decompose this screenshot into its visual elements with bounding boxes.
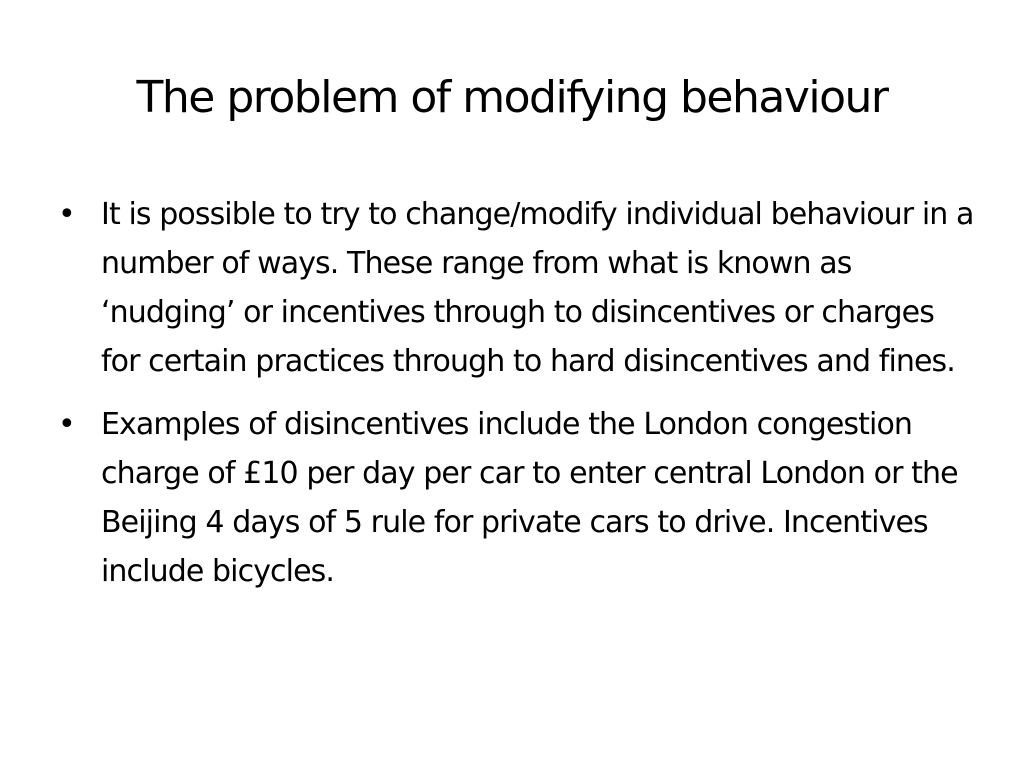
- bullet-item: [58, 400, 978, 596]
- bullet-text: Examples of disincentives include the London congestion charge of £10 per day per car to enter central London or the Beijing 4 days of 5 rule for private cars to drive. Incentives include bicycles.: [101, 407, 958, 589]
- bullet-list: [58, 190, 978, 610]
- bullet-icon: •: [58, 407, 75, 442]
- bullet-icon: •: [58, 197, 75, 232]
- slide-title: The problem of modifying behaviour: [136, 72, 888, 123]
- bullet-text: It is possible to try to change/modify individual behaviour in a number of ways. These range from what is known as ‘nudging’ or incentives through to disincentives or charges for certain practices through to hard disincentives and fines.: [101, 197, 974, 379]
- bullet-item: [58, 190, 978, 386]
